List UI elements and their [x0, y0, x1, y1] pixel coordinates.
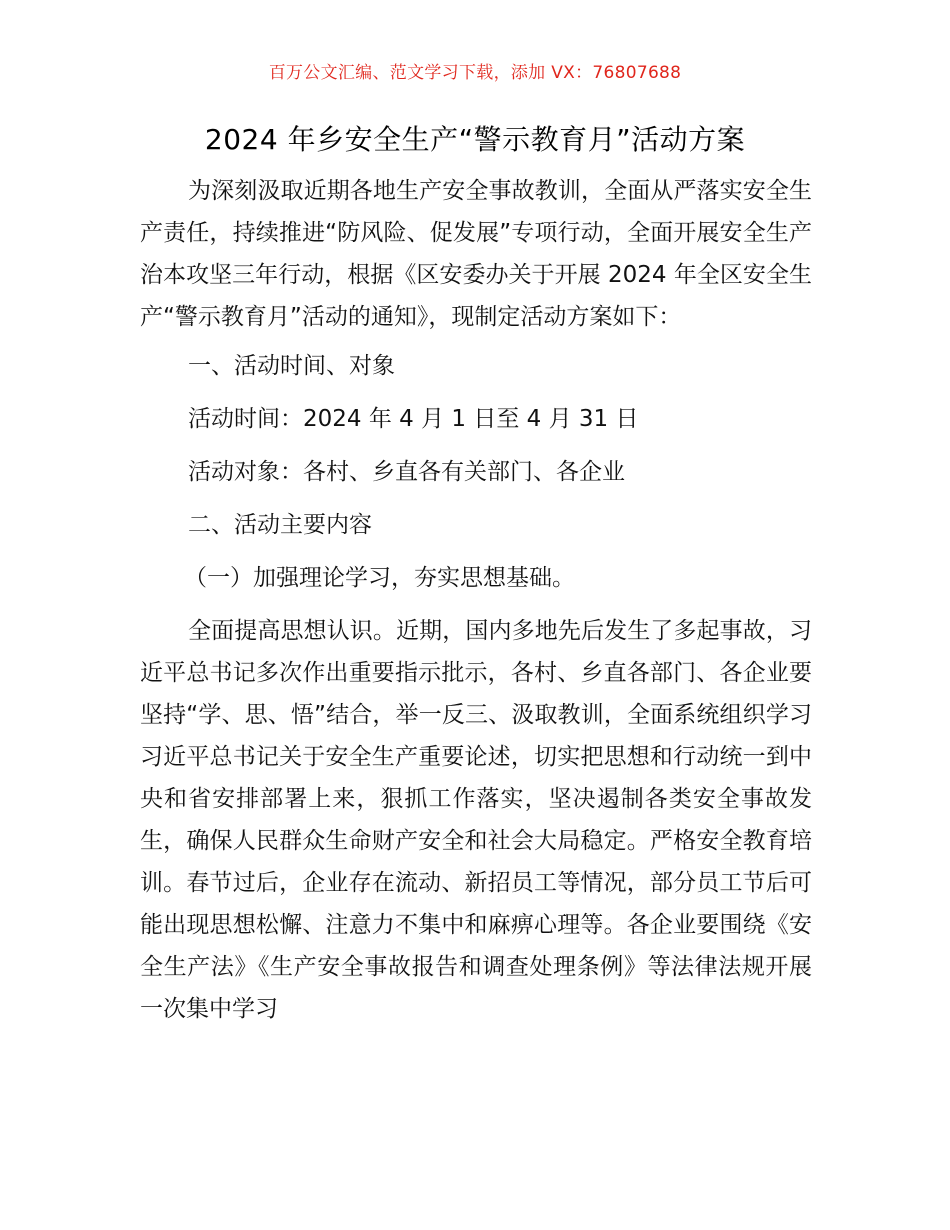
activity-time: 活动时间：2024 年 4 月 1 日至 4 月 31 日: [188, 406, 639, 432]
document-title: 2024 年乡安全生产“警示教育月”活动方案: [204, 123, 746, 156]
subsection1-heading: （一）加强理论学习，夯实思想基础。: [184, 565, 575, 591]
header-note: 百万公文汇编、范文学习下载，添加 VX：76807688: [268, 63, 682, 83]
section2-heading: 二、活动主要内容: [188, 512, 372, 538]
section1-heading: 一、活动时间、对象: [188, 353, 395, 379]
activity-target: 活动对象：各村、乡直各有关部门、各企业: [188, 459, 625, 485]
intro-paragraph: 为深刻汲取近期各地生产安全事故教训，全面从严落实安全生产责任，持续推进“防风险、促发展”专项行动，全面开展安全生产治本攻坚三年行动，根据《区安委办关于开展 2024 年全区安全生产“警示教育月”活动的通知》，现制定活动方案如下：: [140, 178, 812, 330]
body-paragraph: 全面提高思想认识。近期，国内多地先后发生了多起事故，习近平总书记多次作出重要指示批示，各村、乡直各部门、各企业要坚持“学、思、悟”结合，举一反三、汲取教训，全面系统组织学习习近平总书记关于安全生产重要论述，切实把思想和行动统一到中央和省安排部署上来，狠抓工作落实，坚决遏制各类安全事故发生，确保人民群众生命财产安全和社会大局稳定。严格安全教育培训。春节过后，企业存在流动、新招员工等情况，部分员工节后可能出现思想松懈、注意力不集中和麻痹心理等。各企业要围绕《安全生产法》《生产安全事故报告和调查处理条例》等法律法规开展一次集中学习: [140, 618, 812, 1022]
document-body: [140, 170, 812, 1037]
